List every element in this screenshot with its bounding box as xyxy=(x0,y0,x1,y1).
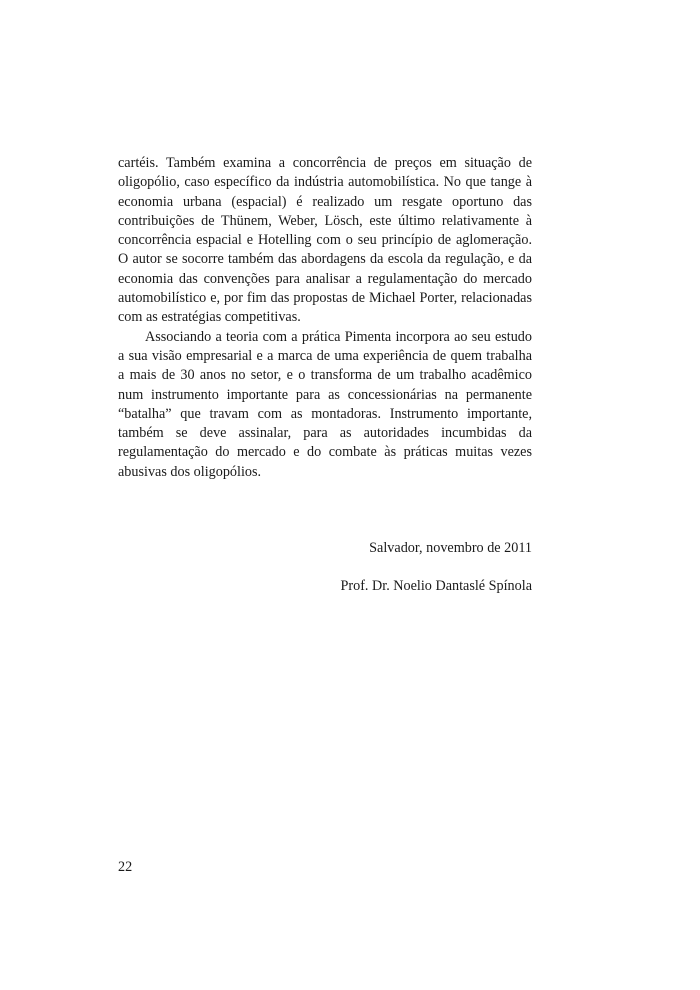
paragraph-theory-practice: Associando a teoria com a prática Pimenta incorpora ao seu estudo a sua visão empresarial e a marca de uma experiência de quem trabalha a mais de 30 anos no setor, e o transforma de um trabalho acadêmico num instrumento importante para as concessionárias na permanente “batalha” que travam com as montadoras. Instrumento importante, também se deve assinalar, para as autoridades incumbidas da regulamentação do mercado e do combate às práticas muitas vezes abusivas dos oligopólios. xyxy=(118,328,532,480)
body-text xyxy=(118,154,532,482)
place-date: Salvador, novembro de 2011 xyxy=(369,540,532,556)
paragraph-continuation: cartéis. Também examina a concorrência de preços em situação de oligopólio, caso específico da indústria automobilística. No que tange à economia urbana (espacial) é realizado um resgate oportuno das contribuições de Thünem, Weber, Lösch, este último relativamente à concorrência espacial e Hotelling com o seu princípio de aglomeração. O autor se socorre também das abordagens da escola da regulação, e da economia das convenções para analisar a regulamentação do mercado automobilístico e, por fim das propostas de Michael Porter, relacionadas com as estratégias competitivas. xyxy=(118,155,532,326)
page-number: 22 xyxy=(118,859,133,875)
author-signature: Prof. Dr. Noelio Dantaslé Spínola xyxy=(340,578,532,594)
